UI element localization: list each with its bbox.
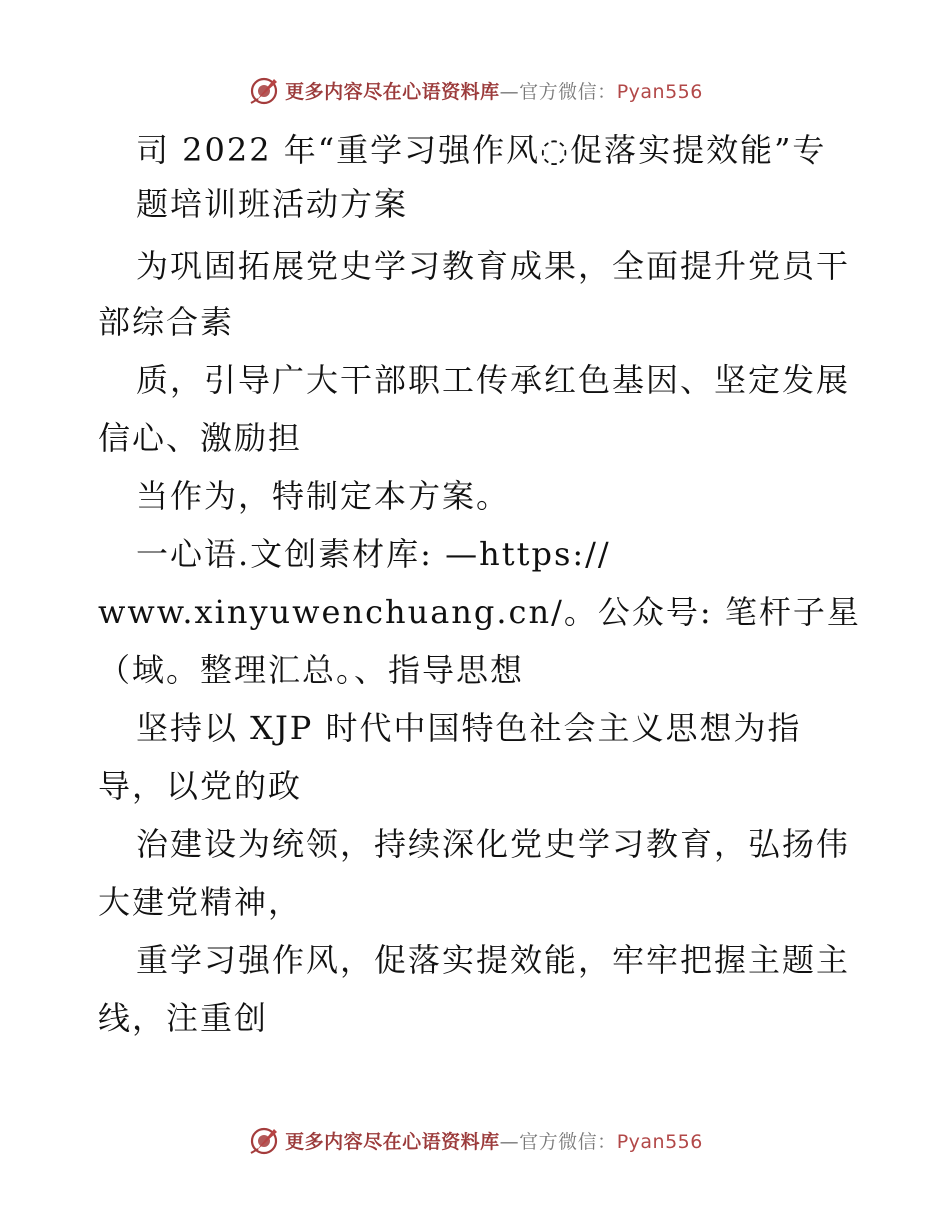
text-line: 一心语.文创素材库: —https:// bbox=[136, 535, 611, 573]
text-line: 司 2022 年“重学习强作风◌促落实提效能”专 bbox=[136, 131, 827, 169]
footer-watermark bbox=[0, 1120, 950, 1160]
watermark-separator: — bbox=[499, 80, 520, 103]
watermark-main: 更多内容尽在心语资料库 bbox=[285, 80, 500, 103]
watermark-id: Pyan556 bbox=[616, 1130, 703, 1153]
text-line: 重学习强作风，促落实提效能，牢牢把握主题主 bbox=[136, 941, 851, 979]
text-line: 导，以党的政 bbox=[98, 767, 303, 805]
watermark-text bbox=[285, 1127, 703, 1154]
text-line: 坚持以 XJP 时代中国特色社会主义思想为指 bbox=[136, 709, 802, 747]
watermark-suffix: 官方微信： bbox=[519, 80, 617, 103]
text-line: 治建设为统领，持续深化党史学习教育，弘扬伟 bbox=[136, 825, 851, 863]
text-line: 大建党精神， bbox=[98, 883, 303, 921]
quill-logo-icon bbox=[247, 73, 281, 107]
watermark-main: 更多内容尽在心语资料库 bbox=[285, 1130, 500, 1153]
text-line: 部综合素 bbox=[98, 303, 235, 341]
text-line: 线，注重创 bbox=[98, 999, 269, 1037]
header-watermark bbox=[0, 70, 950, 110]
watermark-id: Pyan556 bbox=[616, 80, 703, 103]
watermark-text bbox=[285, 77, 703, 104]
text-line: 质，引导广大干部职工传承红色基因、坚定发展 bbox=[136, 361, 851, 399]
text-line: 当作为，特制定本方案。 bbox=[136, 477, 511, 515]
watermark-separator: — bbox=[499, 1130, 520, 1153]
text-line: 题培训班活动方案 bbox=[136, 185, 409, 223]
text-line: （域。整理汇总。、指导思想 bbox=[98, 651, 525, 689]
text-line: 为巩固拓展党史学习教育成果，全面提升党员干 bbox=[136, 247, 851, 285]
text-line: 信心、激励担 bbox=[98, 419, 303, 457]
text-line: www.xinyuwenchuang.cn/。公众号: 笔杆子星 bbox=[98, 593, 861, 631]
watermark-suffix: 官方微信： bbox=[519, 1130, 617, 1153]
quill-logo-icon bbox=[247, 1123, 281, 1157]
